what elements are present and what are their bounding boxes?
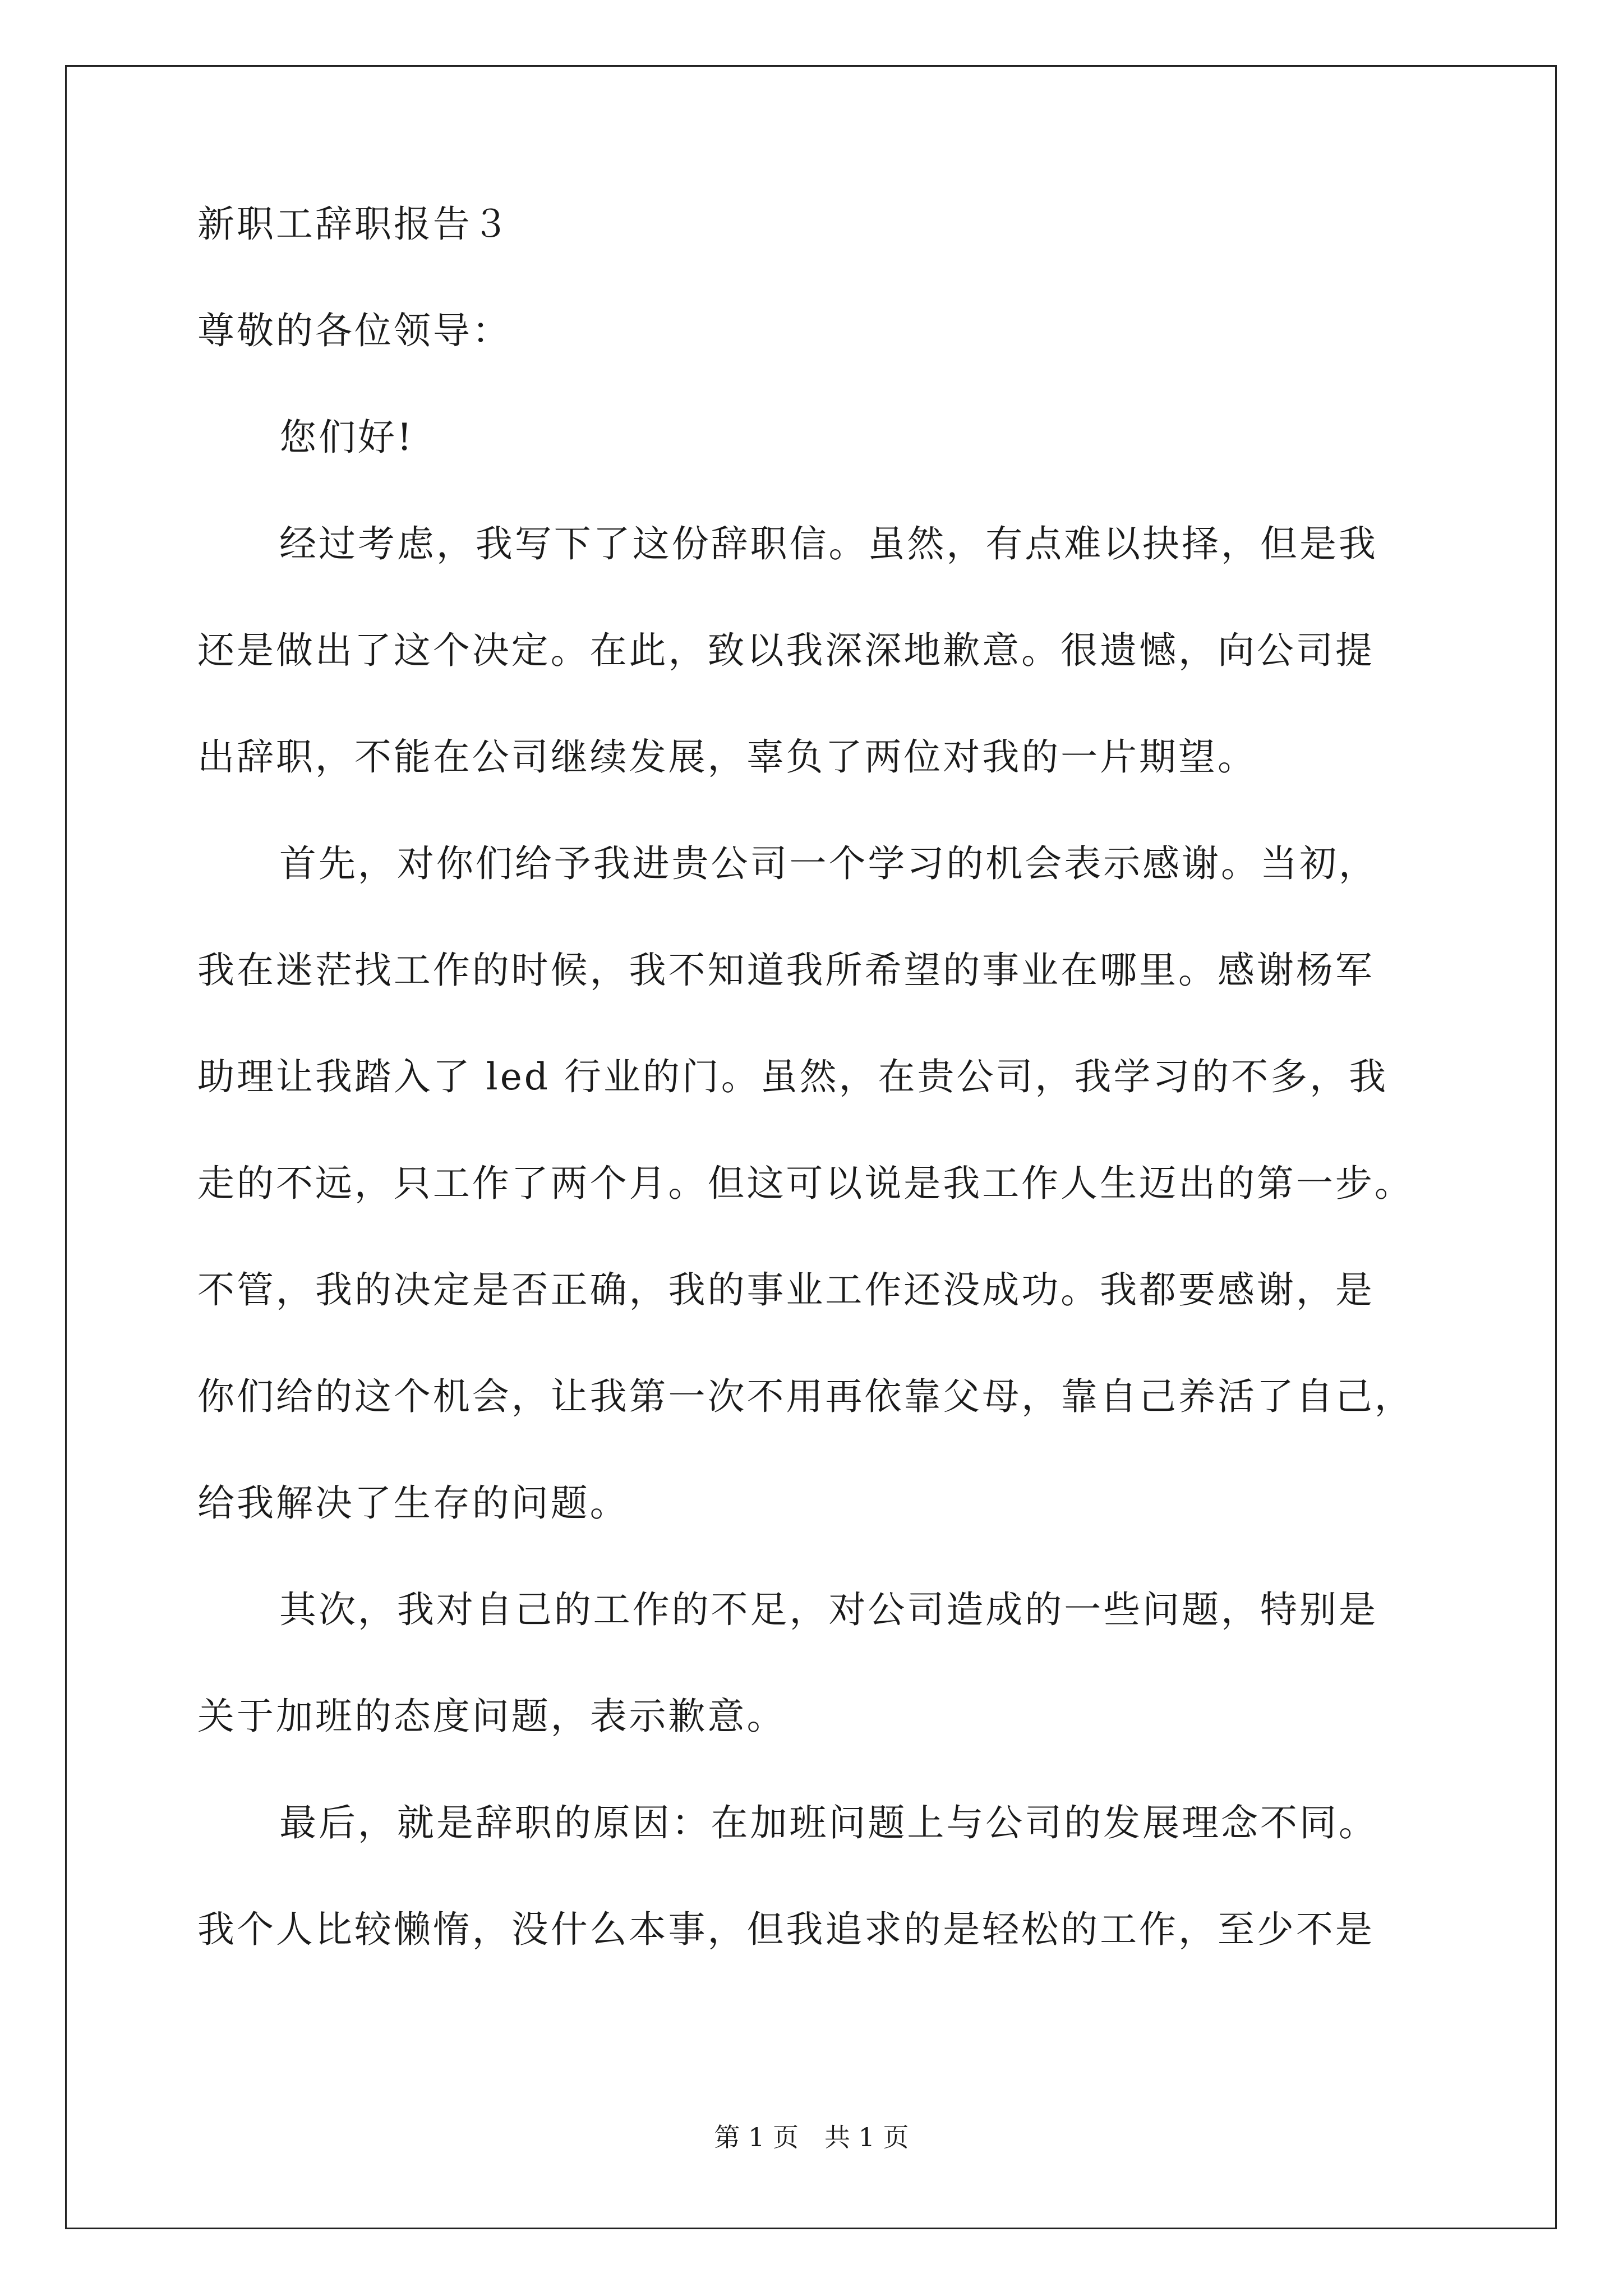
paragraph-line: 首先，对你们给予我进贵公司一个学习的机会表示感谢。当初，	[279, 842, 1378, 885]
paragraph-line: 走的不远，只工作了两个月。但这可以说是我工作人生迈出的第一步。	[197, 1162, 1414, 1205]
paragraph-line: 不管，我的决定是否正确，我的事业工作还没成功。我都要感谢，是	[197, 1268, 1375, 1312]
salutation: 尊敬的各位领导：	[197, 309, 511, 352]
paragraph-line: 我在迷茫找工作的时候，我不知道我所希望的事业在哪里。感谢杨军	[197, 949, 1375, 992]
paragraph-line: 还是做出了这个决定。在此，致以我深深地歉意。很遗憾，向公司提	[197, 629, 1375, 672]
page-number-label: 第 1 页 共 1 页	[714, 2122, 909, 2152]
paragraph-line: 助理让我踏入了 led 行业的门。虽然，在贵公司，我学习的不多，我	[197, 1055, 1389, 1098]
paragraph-line: 最后，就是辞职的原因：在加班问题上与公司的发展理念不同。	[279, 1801, 1378, 1844]
paragraph-line: 关于加班的态度问题，表示歉意。	[197, 1695, 786, 1738]
paragraph-line: 我个人比较懒惰，没什么本事，但我追求的是轻松的工作，至少不是	[197, 1908, 1375, 1951]
paragraph-line: 给我解决了生存的问题。	[197, 1481, 629, 1525]
page-border	[65, 65, 1557, 2229]
page-footer	[0, 2120, 1623, 2154]
paragraph-line: 出辞职，不能在公司继续发展，辜负了两位对我的一片期望。	[197, 735, 1257, 779]
paragraph-line: 经过考虑，我写下了这份辞职信。虽然，有点难以抉择，但是我	[279, 522, 1378, 565]
paragraph-line: 你们给的这个机会，让我第一次不用再依靠父母，靠自己养活了自己，	[197, 1375, 1414, 1418]
greeting: 您们好!	[279, 416, 414, 459]
document-title: 新职工辞职报告３	[197, 203, 511, 246]
paragraph-line: 其次，我对自己的工作的不足，对公司造成的一些问题，特别是	[279, 1588, 1378, 1631]
